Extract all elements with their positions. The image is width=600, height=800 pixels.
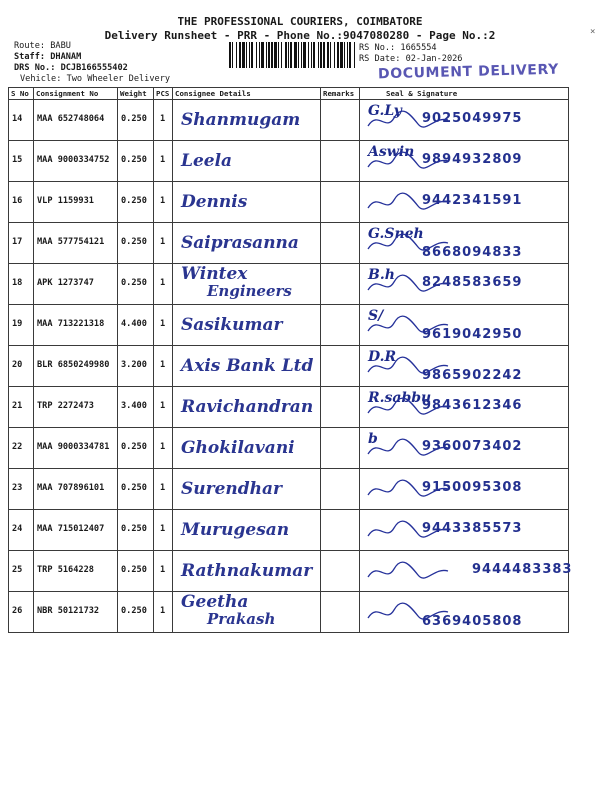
signature-text: G.Sneh — [368, 226, 424, 242]
table-header-row — [9, 88, 569, 100]
consignment-cell — [34, 305, 118, 346]
consignment-value: MAA 9000334752 — [37, 155, 110, 165]
pcs-cell — [154, 551, 173, 592]
table-row — [9, 469, 569, 510]
weight-value: 0.250 — [121, 524, 147, 534]
consignee-handwriting: Surendhar — [181, 479, 282, 499]
consignment-value: MAA 577754121 — [37, 237, 105, 247]
company-title: THE PROFESSIONAL COURIERS, COIMBATORE — [177, 15, 423, 28]
signature-phone: 9444483383 — [472, 562, 573, 577]
sno-cell — [9, 182, 34, 223]
weight-cell — [118, 510, 154, 551]
rs-date: RS Date: 02-Jan-2026 — [359, 54, 463, 64]
weight-cell — [118, 141, 154, 182]
consignment-value: NBR 50121732 — [37, 606, 100, 616]
consignment-value: MAA 715012407 — [37, 524, 105, 534]
consignee-cell — [173, 551, 321, 592]
consignment-value: VLP 1159931 — [37, 196, 94, 206]
consignee-cell — [173, 100, 321, 141]
remarks-cell — [321, 305, 360, 346]
consignment-cell — [34, 182, 118, 223]
signature-scribble-icon — [364, 106, 454, 136]
weight-value: 0.250 — [121, 442, 147, 452]
sno-value: 20 — [12, 360, 23, 370]
consignee-handwriting: Dennis — [181, 192, 248, 212]
corner-mark: × — [590, 27, 596, 37]
consignment-value: TRP 2272473 — [37, 401, 94, 411]
pcs-cell — [154, 428, 173, 469]
remarks-cell — [321, 551, 360, 592]
runsheet-table — [8, 87, 573, 633]
weight-cell — [118, 305, 154, 346]
pcs-cell — [154, 100, 173, 141]
consignee-cell — [173, 141, 321, 182]
seal-cell — [360, 264, 569, 305]
weight-cell — [118, 223, 154, 264]
weight-value: 0.250 — [121, 155, 147, 165]
sno-cell — [9, 100, 34, 141]
consignment-cell — [34, 141, 118, 182]
route-label: Route: BABU — [14, 41, 71, 51]
sno-cell — [9, 141, 34, 182]
signature-scribble-icon — [364, 352, 454, 382]
consignment-value: MAA 713221318 — [37, 319, 105, 329]
sno-value: 17 — [12, 237, 23, 247]
consignment-value: APK 1273747 — [37, 278, 94, 288]
sno-value: 26 — [12, 606, 23, 616]
signature-phone: 9894932809 — [422, 152, 523, 167]
signature-phone: 9025049975 — [422, 111, 523, 126]
consignment-value: MAA 707896101 — [37, 483, 105, 493]
pcs-cell — [154, 141, 173, 182]
signature-text: D.R — [368, 349, 397, 365]
signature-phone: 9150095308 — [422, 480, 523, 495]
seal-cell — [360, 100, 569, 141]
signature-scribble-icon — [364, 188, 454, 218]
pcs-value: 1 — [160, 114, 166, 124]
consignee-handwriting: Geetha Prakash — [181, 592, 276, 628]
seal-cell — [360, 141, 569, 182]
pcs-value: 1 — [160, 524, 166, 534]
consignment-value: MAA 9000334781 — [37, 442, 110, 452]
table-row — [9, 551, 569, 592]
col-pcs: PCS — [154, 88, 173, 100]
consignment-cell — [34, 592, 118, 633]
signature-scribble-icon — [364, 229, 454, 259]
seal-cell — [360, 510, 569, 551]
remarks-cell — [321, 141, 360, 182]
pcs-value: 1 — [160, 155, 166, 165]
signature-text: Aswin — [368, 144, 415, 160]
consignee-handwriting: Axis Bank Ltd — [181, 356, 314, 376]
signature-scribble-icon — [364, 475, 454, 505]
sno-cell — [9, 551, 34, 592]
consignee-handwriting: Ravichandran — [181, 397, 314, 417]
signature-scribble-icon — [364, 516, 454, 546]
signature-phone: 9442341591 — [422, 193, 523, 208]
remarks-cell — [321, 182, 360, 223]
seal-cell — [360, 387, 569, 428]
col-seal: Seal & Signature — [360, 88, 569, 100]
col-consignment: Consignment No — [34, 88, 118, 100]
weight-value: 0.250 — [121, 278, 147, 288]
pcs-cell — [154, 346, 173, 387]
pcs-cell — [154, 264, 173, 305]
table-row — [9, 510, 569, 551]
signature-phone: 9843612346 — [422, 398, 523, 413]
weight-cell — [118, 592, 154, 633]
sno-value: 18 — [12, 278, 23, 288]
consignee-handwriting: Leela — [181, 151, 233, 171]
signature-phone: 9443385573 — [422, 521, 523, 536]
weight-value: 0.250 — [121, 237, 147, 247]
pcs-value: 1 — [160, 401, 166, 411]
weight-cell — [118, 346, 154, 387]
table-row — [9, 305, 569, 346]
remarks-cell — [321, 592, 360, 633]
pcs-cell — [154, 469, 173, 510]
consignee-cell — [173, 182, 321, 223]
table-row — [9, 346, 569, 387]
vehicle-label: Vehicle: Two Wheeler Delivery — [20, 74, 171, 84]
signature-phone: 8248583659 — [422, 275, 523, 290]
consignment-cell — [34, 469, 118, 510]
signature-phone: 9360073402 — [422, 439, 523, 454]
consignee-cell — [173, 469, 321, 510]
pcs-cell — [154, 510, 173, 551]
signature-scribble-icon — [364, 598, 454, 628]
remarks-cell — [321, 100, 360, 141]
seal-cell — [360, 592, 569, 633]
consignment-value: MAA 652748064 — [37, 114, 105, 124]
sno-cell — [9, 510, 34, 551]
sno-cell — [9, 592, 34, 633]
seal-cell — [360, 305, 569, 346]
sno-value: 25 — [12, 565, 23, 575]
weight-cell — [118, 182, 154, 223]
pcs-value: 1 — [160, 565, 166, 575]
sno-value: 14 — [12, 114, 23, 124]
remarks-cell — [321, 428, 360, 469]
consignment-cell — [34, 551, 118, 592]
table-row — [9, 223, 569, 264]
signature-phone: 9619042950 — [422, 327, 523, 342]
seal-cell — [360, 428, 569, 469]
sno-cell — [9, 305, 34, 346]
sno-cell — [9, 264, 34, 305]
consignment-cell — [34, 428, 118, 469]
sno-value: 15 — [12, 155, 23, 165]
table-row — [9, 100, 569, 141]
consignee-cell — [173, 428, 321, 469]
pcs-value: 1 — [160, 237, 166, 247]
consignee-handwriting: Murugesan — [181, 520, 290, 540]
weight-cell — [118, 387, 154, 428]
sno-value: 22 — [12, 442, 23, 452]
consignee-cell — [173, 223, 321, 264]
consignee-handwriting: Sasikumar — [181, 315, 283, 335]
consignee-cell — [173, 346, 321, 387]
remarks-cell — [321, 469, 360, 510]
consignee-cell — [173, 264, 321, 305]
sno-cell — [9, 469, 34, 510]
staff-label: Staff: DHANAM — [14, 52, 82, 62]
table-row — [9, 182, 569, 223]
signature-phone: 8668094833 — [422, 245, 523, 260]
consignment-cell — [34, 387, 118, 428]
runsheet-subtitle: Delivery Runsheet - PRR - Phone No.:9047080280 - Page No.:2 — [104, 29, 496, 42]
consignee-cell — [173, 387, 321, 428]
pcs-value: 1 — [160, 606, 166, 616]
consignee-handwriting: Shanmugam — [181, 110, 301, 130]
pcs-cell — [154, 592, 173, 633]
sno-value: 24 — [12, 524, 23, 534]
weight-value: 3.400 — [121, 401, 147, 411]
signature-text: b — [368, 431, 378, 447]
seal-cell — [360, 551, 573, 592]
table-row — [9, 141, 569, 182]
signature-scribble-icon — [364, 434, 454, 464]
weight-value: 0.250 — [121, 114, 147, 124]
sno-cell — [9, 428, 34, 469]
drs-number: DRS No.: DCJB166555402 — [14, 63, 128, 73]
signature-scribble-icon — [364, 147, 454, 177]
weight-value: 4.400 — [121, 319, 147, 329]
weight-value: 0.250 — [121, 196, 147, 206]
pcs-value: 1 — [160, 360, 166, 370]
col-weight: Weight — [118, 88, 154, 100]
consignee-handwriting: Saiprasanna — [181, 233, 299, 253]
table-row — [9, 387, 569, 428]
pcs-cell — [154, 387, 173, 428]
sno-value: 19 — [12, 319, 23, 329]
table-row — [9, 264, 569, 305]
sno-value: 21 — [12, 401, 23, 411]
sno-cell — [9, 223, 34, 264]
consignee-cell — [173, 592, 321, 633]
remarks-cell — [321, 387, 360, 428]
barcode-image — [228, 42, 356, 68]
signature-scribble-icon — [364, 557, 454, 587]
signature-phone: 9865902242 — [422, 368, 523, 383]
remarks-cell — [321, 346, 360, 387]
col-remarks: Remarks — [321, 88, 360, 100]
weight-value: 0.250 — [121, 606, 147, 616]
weight-cell — [118, 551, 154, 592]
pcs-value: 1 — [160, 278, 166, 288]
seal-cell — [360, 182, 569, 223]
sno-cell — [9, 346, 34, 387]
table-row — [9, 428, 569, 469]
pcs-value: 1 — [160, 483, 166, 493]
pcs-value: 1 — [160, 196, 166, 206]
signature-text: G.Ly — [368, 103, 402, 119]
pcs-cell — [154, 182, 173, 223]
weight-cell — [118, 469, 154, 510]
consignee-cell — [173, 305, 321, 346]
pcs-cell — [154, 305, 173, 346]
weight-cell — [118, 264, 154, 305]
sno-value: 16 — [12, 196, 23, 206]
sno-cell — [9, 387, 34, 428]
seal-cell — [360, 223, 569, 264]
weight-cell — [118, 428, 154, 469]
remarks-cell — [321, 510, 360, 551]
weight-cell — [118, 100, 154, 141]
consignee-handwriting: Wintex Engineers — [181, 264, 292, 300]
col-consignee: Consignee Details — [173, 88, 321, 100]
consignment-cell — [34, 346, 118, 387]
consignment-cell — [34, 100, 118, 141]
weight-value: 0.250 — [121, 483, 147, 493]
pcs-value: 1 — [160, 319, 166, 329]
seal-cell — [360, 346, 569, 387]
sno-value: 23 — [12, 483, 23, 493]
consignment-cell — [34, 264, 118, 305]
signature-scribble-icon — [364, 270, 454, 300]
signature-scribble-icon — [364, 393, 454, 423]
remarks-cell — [321, 264, 360, 305]
consignee-handwriting: Rathnakumar — [181, 561, 313, 581]
seal-cell — [360, 469, 569, 510]
signature-phone: 6369405808 — [422, 614, 523, 629]
signature-text: R.sabbu — [368, 390, 432, 406]
consignment-cell — [34, 223, 118, 264]
consignment-cell — [34, 510, 118, 551]
rs-number: RS No.: 1665554 — [359, 43, 437, 53]
pcs-value: 1 — [160, 442, 166, 452]
document-delivery-stamp: DOCUMENT DELIVERY — [377, 61, 560, 83]
consignment-value: TRP 5164228 — [37, 565, 94, 575]
consignee-cell — [173, 510, 321, 551]
signature-text: S/ — [368, 308, 384, 324]
consignee-handwriting: Ghokilavani — [181, 438, 295, 458]
col-sno: S No — [9, 88, 34, 100]
signature-text: B.h — [368, 267, 395, 283]
consignment-value: BLR 6850249980 — [37, 360, 110, 370]
pcs-cell — [154, 223, 173, 264]
signature-scribble-icon — [364, 311, 454, 341]
remarks-cell — [321, 223, 360, 264]
weight-value: 3.200 — [121, 360, 147, 370]
table-row — [9, 592, 569, 633]
weight-value: 0.250 — [121, 565, 147, 575]
